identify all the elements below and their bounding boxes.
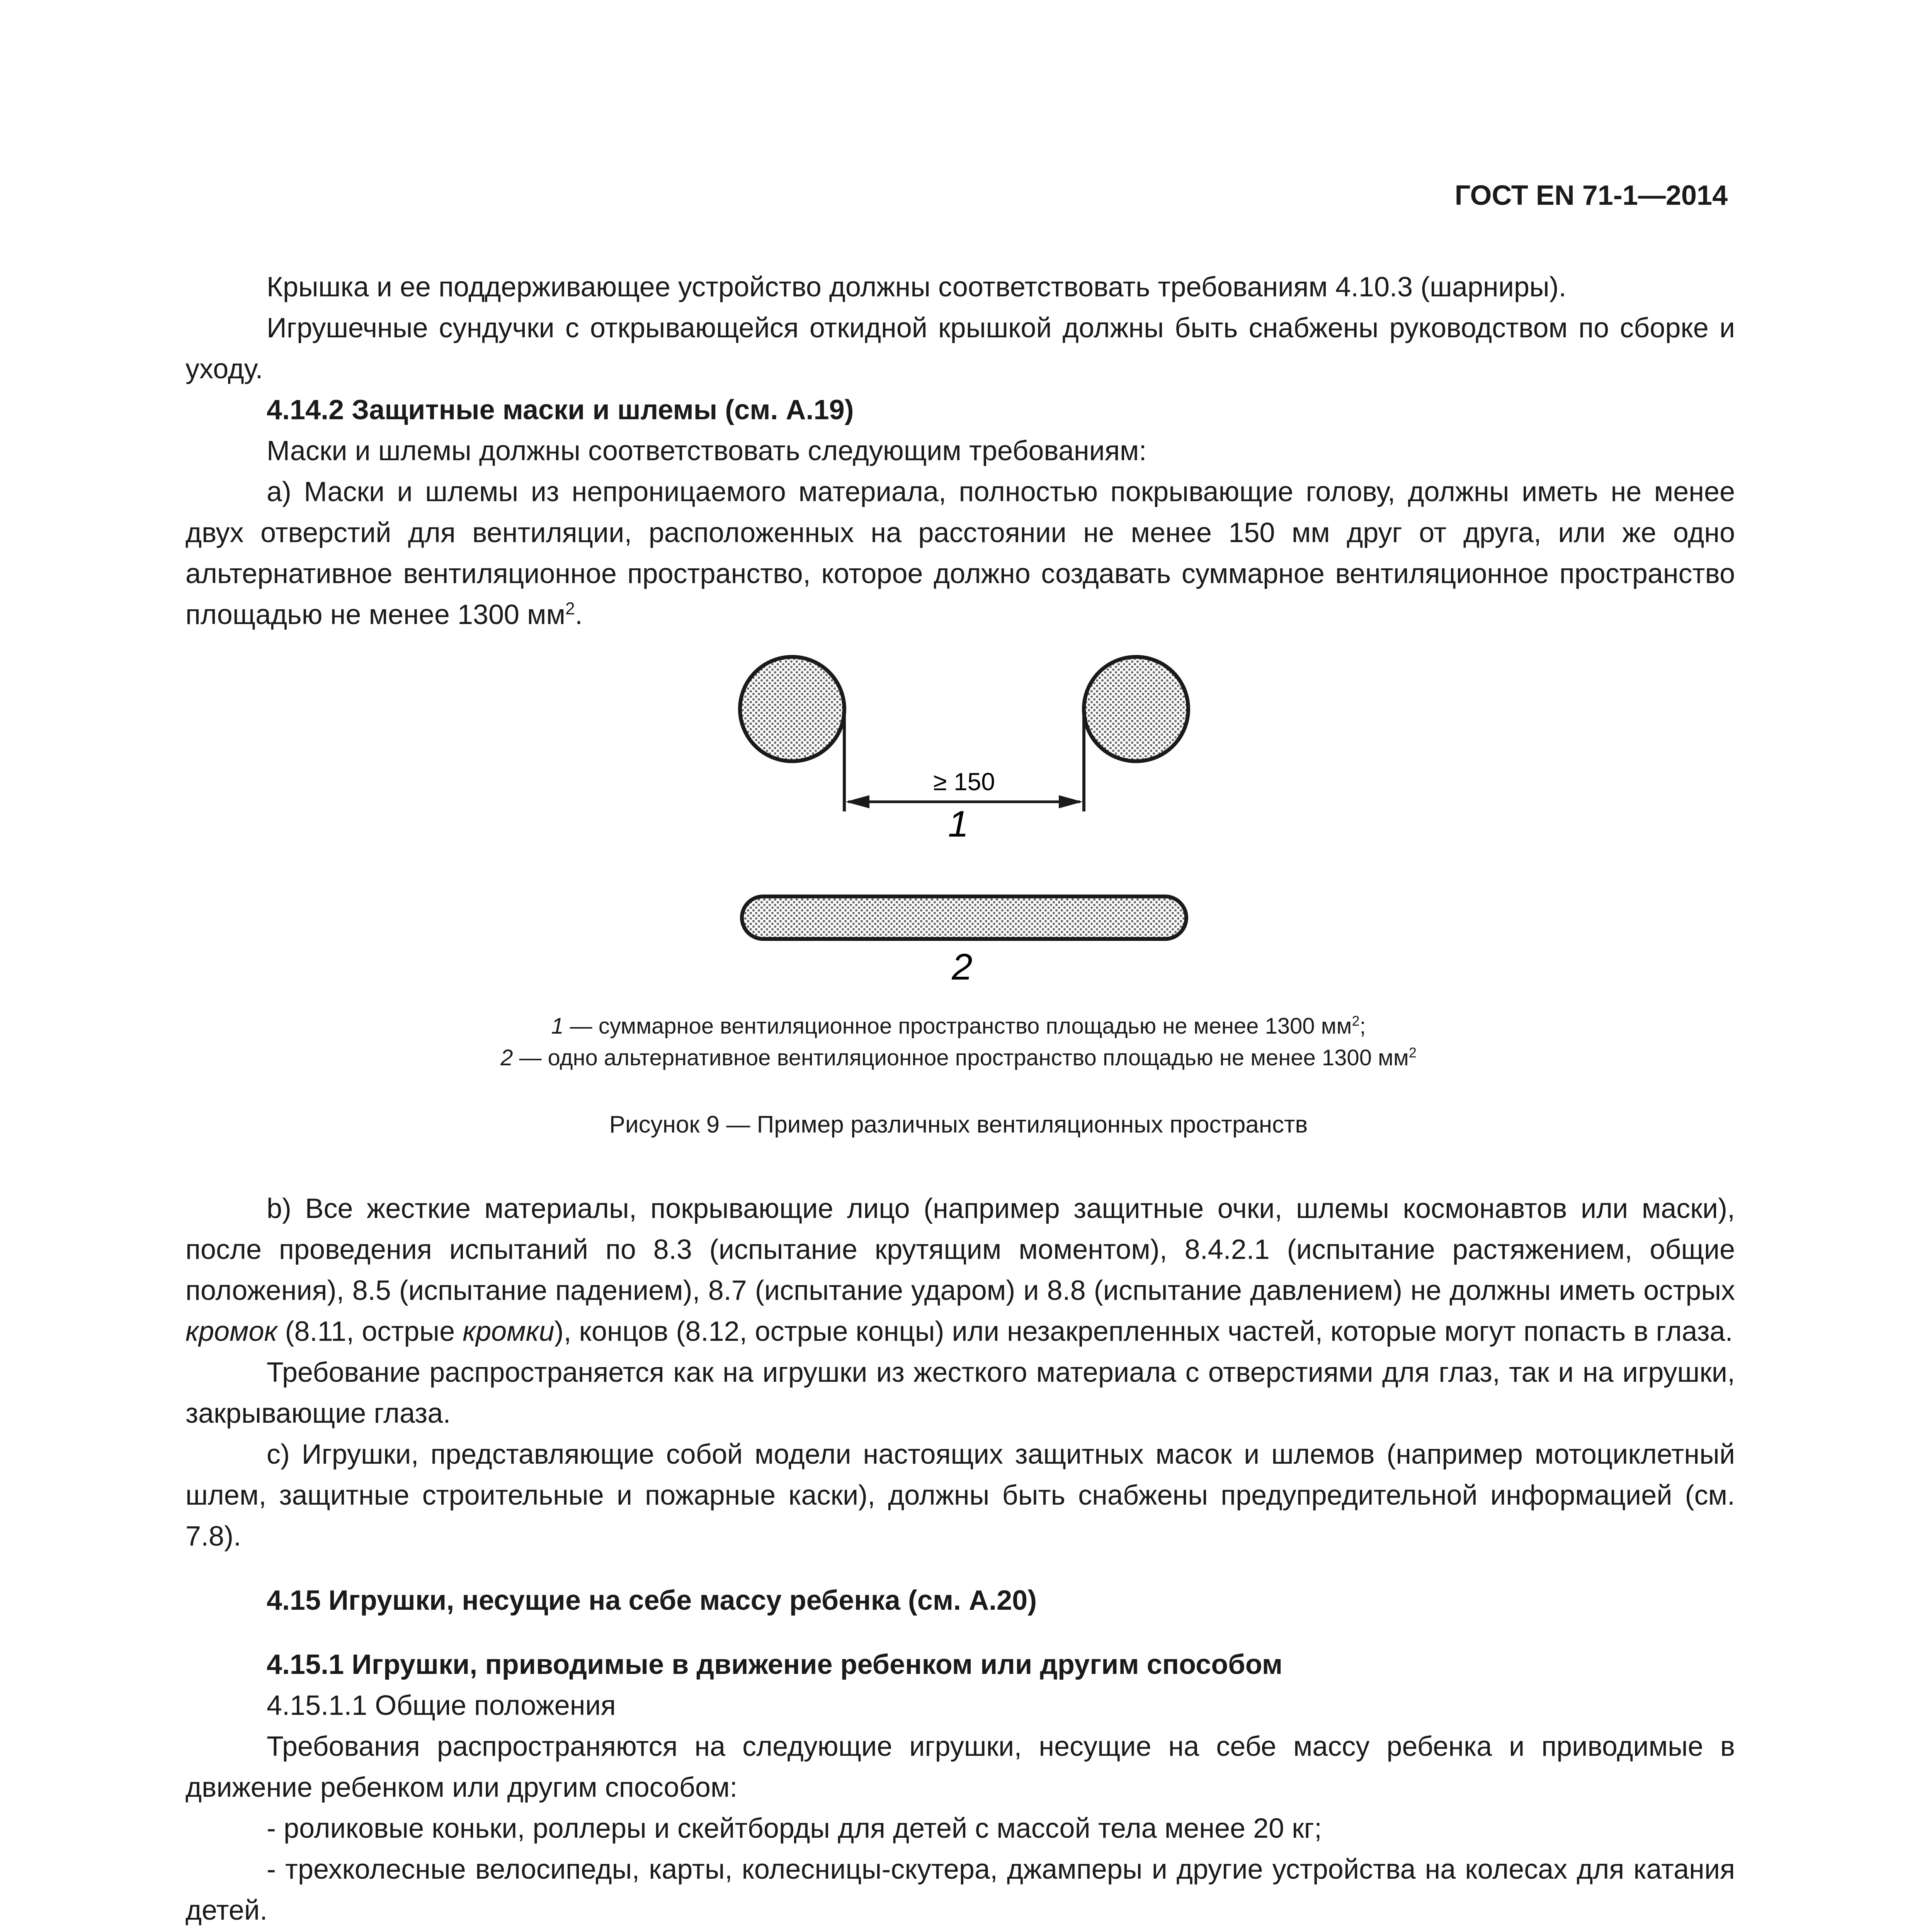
arrow-right: [1059, 795, 1083, 808]
text-block-top: [185, 267, 1735, 635]
paragraph: с) Игрушки, представляющие собой модели настоящих защитных масок и шлемов (например мотоциклетный шлем, защитные строительные и пожарные каски), должны быть снабжены предупредительной информацией (см. 7.8).: [185, 1439, 1735, 1552]
section-heading: 4.15.1 Игрушки, приводимые в движение ребенком или другим способом: [267, 1649, 1283, 1680]
paragraph: b) Все жесткие материалы, покрывающие лицо (например защитные очки, шлемы космонавтов или маски), после проведения испытаний по 8.3 (испытание крутящим моментом), 8.4.2.1 (испытание растяжением, общие положения), 8.5 (испытание падением), 8.7 (испытание ударом) и 8.8 (испытание давлением) не должны иметь острых кромок (8.11, острые кромки), концов (8.12, острые концы) или незакрепленных частей, которые могут попасть в глаза.: [185, 1193, 1735, 1347]
vent-hole-right: [1084, 657, 1188, 761]
legend-item-2: 2 — одно альтернативное вентиляционное пространство площадью не менее 1300 $мм^2$: [500, 1044, 1417, 1070]
text-block-bottom: [185, 1188, 1735, 1932]
paragraph: Требования распространяются на следующие игрушки, несущие на себе массу ребенка и приводимые в движение ребенком или другим способом:: [185, 1731, 1735, 1803]
list-item: - роликовые коньки, роллеры и скейтборды для детей с массой тела менее 20 кг;: [267, 1813, 1322, 1844]
figure-caption: Рисунок 9 — Пример различных вентиляционных пространств: [609, 1111, 1308, 1138]
paragraph: Крышка и ее поддерживающее устройство должны соответствовать требованиям 4.10.3 (шарниры).: [267, 272, 1567, 303]
vent-hole-left: [740, 657, 844, 761]
list-item: - трехколесные велосипеды, карты, колесницы-скутера, джамперы и другие устройства на колесах для катания детей.: [185, 1854, 1735, 1926]
document-code: ГОСТ EN 71-1—2014: [1454, 180, 1728, 211]
paragraph: Игрушечные сундучки с открывающейся откидной крышкой должны быть снабжены руководством по сборке и уходу.: [185, 313, 1735, 384]
figure-label-1: 1: [948, 803, 969, 845]
figure-9: [0, 638, 1917, 1159]
figure-label-2: 2: [952, 946, 973, 988]
arrow-left: [845, 795, 869, 808]
subsection-heading: 4.15.1.1 Общие положения: [267, 1690, 616, 1721]
legend-item-1: 1 — суммарное вентиляционное пространство площадью не менее 1300 $мм^2$;: [551, 1013, 1366, 1039]
section-heading: 4.14.2 Защитные маски и шлемы (см. А.19): [267, 395, 854, 425]
section-heading: 4.15 Игрушки, несущие на себе массу ребенка (см. А.20): [267, 1585, 1037, 1616]
paragraph: а) Маски и шлемы из непроницаемого материала, полностью покрывающие голову, должны иметь не менее двух отверстий для вентиляции, расположенных на расстоянии не менее 150 мм друг от друга, или же одно альтернативное вентиляционное пространство, которое должно создавать суммарное вентиляционное пространство площадью не менее 1300 $мм^2$.: [185, 476, 1735, 630]
paragraph: Маски и шлемы должны соответствовать следующим требованиям:: [267, 435, 1147, 466]
dimension-label: ≥ 150: [933, 768, 995, 796]
paragraph: Требование распространяется как на игрушки из жесткого материала с отверстиями для глаз, так и на игрушки, закрывающие глаза.: [185, 1357, 1735, 1429]
figure-legend: [0, 1010, 1917, 1074]
vent-slot: [742, 896, 1186, 939]
